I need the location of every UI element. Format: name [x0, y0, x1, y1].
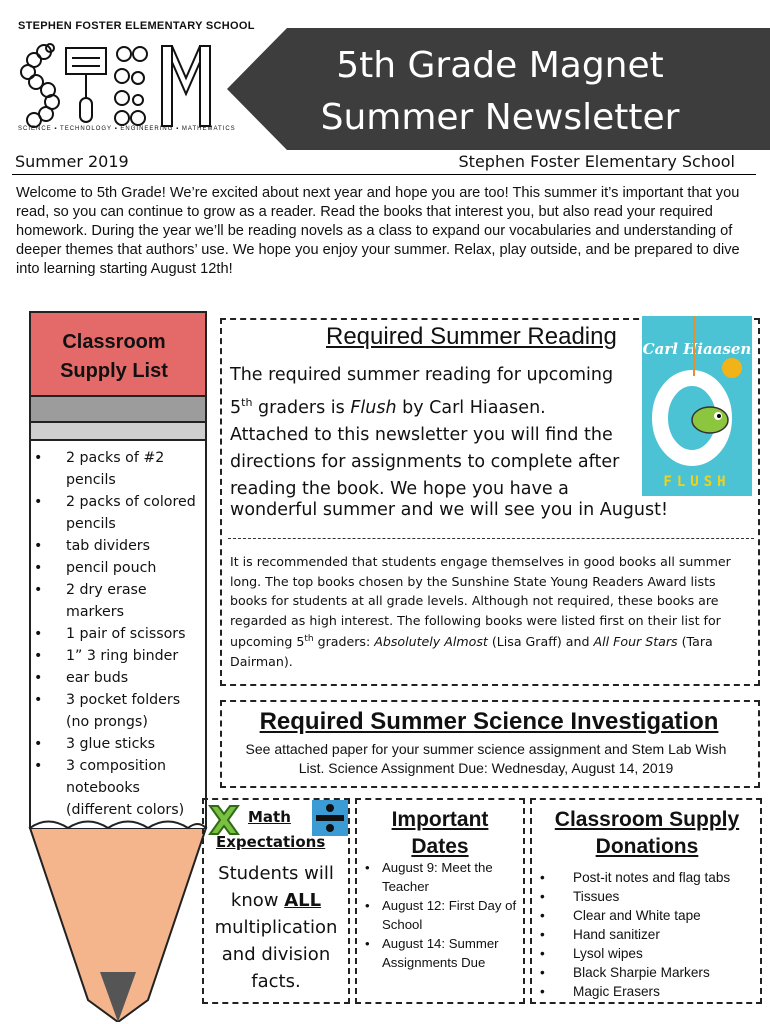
intro-paragraph: Welcome to 5th Grade! We’re excited about next year and hope you are too! This summer it’s important that you read, so you can continue to grow as a reader. Read the books that interest you, but also read your required homework. During the year we’ll be reading novels as a class to expand our vocabularies and understanding of deeper themes that authors’ use. We hope you enjoy your summer. Relax, play outside, and be prepared to dive into learning starting August 12th! — [16, 185, 740, 277]
page-title: 5th Grade Magnet Summer Newsletter — [320, 45, 680, 138]
list-item: • Black Sharpie Markers — [538, 963, 760, 982]
list-item: • 3 composition notebooks (different colors) — [32, 755, 207, 821]
list-item: • 1” 3 ring binder — [32, 645, 207, 667]
list-item: • Tissues — [538, 887, 760, 906]
issue-season: Summer 2019 — [15, 152, 129, 171]
science-text: See attached paper for your summer science assignment and Stem Lab Wish List. Science Assignment Due: Wednesday, August 14, 2019 — [245, 741, 727, 776]
supply-list-title: Classroom Supply List — [60, 331, 168, 382]
list-item: • Lysol wipes — [538, 944, 760, 963]
stem-m-icon — [162, 46, 210, 126]
book-cover-flush — [642, 316, 752, 496]
divide-icon — [312, 800, 348, 836]
reading-text: The required summer reading for upcoming 5th graders is Flush by Carl Hiaasen. Attached to this newsletter you will find the directions for assignments to complete after reading the book. We hope you have a — [230, 365, 620, 499]
section-separator — [228, 538, 754, 539]
dates-title: Important Dates — [391, 808, 489, 858]
list-item: • August 14: Summer Assignments Due — [362, 934, 522, 972]
list-item: • 3 pocket folders (no prongs) — [32, 689, 207, 733]
logo-school-name: STEPHEN FOSTER ELEMENTARY SCHOOL — [18, 20, 255, 32]
list-item: • 2 packs of #2 pencils — [32, 447, 207, 491]
math-body: Students will know ALL multiplication and division facts. — [214, 863, 338, 992]
math-subtitle: Expectations — [216, 833, 326, 851]
header-divider — [12, 174, 756, 175]
list-item: • Post-it notes and flag tabs — [538, 868, 760, 887]
list-item: • 1 pair of scissors — [32, 623, 207, 645]
list-item: • pencil pouch — [32, 557, 207, 579]
stem-logo — [14, 38, 214, 130]
list-item: • 2 dry erase markers — [32, 579, 207, 623]
list-item: • Magic Erasers — [538, 982, 760, 1001]
science-title: Required Summer Science Investigation — [259, 708, 719, 735]
donations-title: Classroom Supply Donations — [554, 808, 740, 858]
list-item: • Clear and White tape — [538, 906, 760, 925]
school-name: Stephen Foster Elementary School — [458, 152, 735, 171]
stem-e-icon — [115, 47, 147, 125]
reading-closing: wonderful summer and we will see you in August! — [230, 500, 668, 520]
dates-list — [362, 858, 522, 972]
book-cover-art — [642, 316, 752, 496]
book-title: FLUSH — [663, 474, 731, 490]
stem-s-icon — [21, 44, 59, 127]
logo-subjects: SCIENCE ▪ TECHNOLOGY ▪ ENGINEERING ▪ MATHEMATICS — [18, 126, 236, 132]
math-title: Math — [248, 808, 291, 826]
list-item: • 2 packs of colored pencils — [32, 491, 207, 535]
donations-list — [538, 868, 760, 1001]
list-item: • ear buds — [32, 667, 207, 689]
stem-t-icon — [66, 48, 106, 122]
book-author: Carl Hiaasen — [642, 340, 752, 358]
list-item: • August 12: First Day of School — [362, 896, 522, 934]
list-item: • Hand sanitizer — [538, 925, 760, 944]
list-item: • August 9: Meet the Teacher — [362, 858, 522, 896]
list-item: • tab dividers — [32, 535, 207, 557]
recommended-reading-text: It is recommended that students engage themselves in good books all summer long. The top books chosen by the Sunshine State Young Readers Award lists books for students at all grade levels. Although not required, these books are regarded as high interest. The following books were listed first on their list for upcoming 5th graders: Absolutely Almost (Lisa Graff) and All Four Stars (Tara Dairman). — [230, 554, 731, 669]
reading-title: Required Summer Reading — [326, 323, 617, 350]
list-item: • 3 glue sticks — [32, 733, 207, 755]
supply-list — [32, 447, 207, 821]
